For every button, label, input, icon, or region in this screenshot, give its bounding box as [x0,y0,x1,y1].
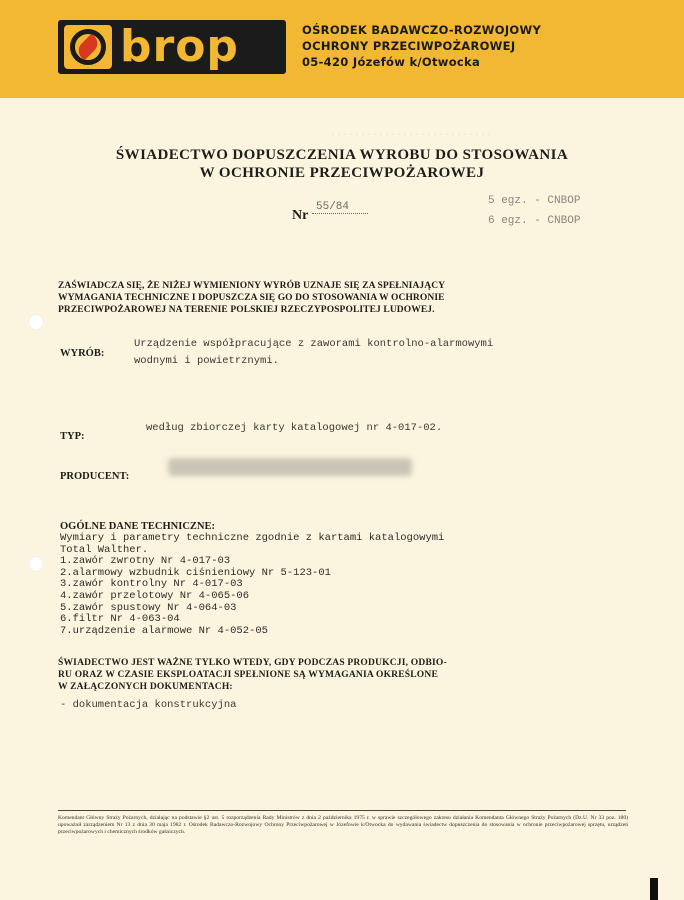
validity-statement [58,657,618,693]
letterhead-band [0,0,684,98]
certification-statement [58,280,618,316]
tech-item: 7.urządzenie alarmowe Nr 4-052-05 [60,624,268,637]
tech-item: 6.filtr Nr 4-063-04 [60,613,180,626]
tech-item: 2.alarmowy wzbudnik ciśnieniowy Nr 5-123-01 [60,566,331,579]
product-label: WYRÓB: [60,348,105,359]
cert-line-2: WYMAGANIA TECHNICZNE I DOPUSZCZA SIĘ GO DO STOSOWANIA W OCHRONIE [58,293,445,303]
producer-redacted [168,458,412,476]
flame-emblem-icon [64,25,112,69]
title-line-1: ŚWIADECTWO DOPUSZCZENIA WYROBU DO STOSOWANIA [115,147,569,163]
product-description [134,336,493,370]
validity-line-3: W ZAŁĄCZONYCH DOKUMENTACH: [58,682,233,692]
title-line-2: W OCHRONIE PRZECIWPOŻAROWEJ [199,165,485,181]
punch-hole [28,556,44,572]
org-line-2: OCHRONY PRZECIWPOŻAROWEJ [302,39,516,53]
product-line-1: Urządzenie współpracujące z zaworami kontrolno-alarmowymi [134,338,494,350]
certificate-number: 55/84 [312,201,368,214]
product-line-2: wodnymi i powietrznymi. [134,355,279,367]
technical-list [60,533,444,637]
validity-line-1: ŚWIADECTWO JEST WAŻNE TYLKO WTEDY, GDY PODCZAS PRODUKCJI, ODBIO- [58,658,447,668]
org-line-3: 05-420 Józefów k/Otwocka [302,55,481,69]
logo-wordmark: brop [120,21,239,72]
number-label: Nr [292,208,309,223]
validity-line-2: RU ORAZ W CZASIE EKSPLOATACJI SPEŁNIONE SĄ WYMAGANIA OKREŚLONE [58,670,438,680]
type-label: TYP: [60,431,85,442]
tech-item: 4.zawór przelotowy Nr 4-065-06 [60,589,250,602]
tech-item: 5.zawór spustowy Nr 4-064-03 [60,601,237,614]
producer-label: PRODUCENT: [60,471,130,482]
tech-intro-1: Wymiary i parametry techniczne zgodnie z kartami katalogowymi [60,532,445,544]
org-line-1: OŚRODEK BADAWCZO-ROZWOJOWY [302,23,542,37]
tech-intro-2: Total Walther. [60,543,149,556]
copies-distribution [488,191,580,231]
copies-line-1: 5 egz. - CNBOP [488,195,581,207]
documents-list: - dokumentacja konstrukcyjna [60,699,237,711]
bleed-through-text: ........................... [330,128,493,139]
legal-footnote: Komendant Główny Straży Pożarnych, działając na podstawie §2 ust. 5 rozporządzenia Rady Ministrów z dnia 2 października 1975 r. w sprawie szczegółowego zakresu działania Komendanta Głównego Straży Pożarnych (Dz.U. Nr 33 poz. 180) upoważnił zarządzeniem Nr 13 z dnia 30 maja 1982 r. Ośrodek Badawczo-Rozwojowy Ochrony Przeciwpożarowej w Józefowie k/Otwocka do wydawania świadectw dopuszczenia do stosowania w ochronie przeciwpożarowej sprzętu, urządzeń przeciwpożarowych i chemicznych środków gaśniczych. [58,815,628,835]
tech-item: 3.zawór kontrolny Nr 4-017-03 [60,578,243,591]
tech-item: 1.zawór zwrotny Nr 4-017-03 [60,555,231,568]
cnbop-logo [58,20,286,74]
technical-heading: OGÓLNE DANE TECHNICZNE: [60,521,215,532]
footer-divider [58,810,626,811]
punch-hole [28,314,44,330]
type-value: według zbiorczej karty katalogowej nr 4-017-02. [146,422,443,434]
document-title [40,146,644,182]
organization-address [302,22,642,70]
copies-line-2: 6 egz. - CNBOP [488,215,581,227]
cert-line-3: PRZECIWPOŻAROWEJ NA TERENIE POLSKIEJ RZECZYPOSPOLITEJ LUDOWEJ. [58,305,435,315]
cert-line-1: ZAŚWIADCZA SIĘ, ŻE NIŻEJ WYMIENIONY WYRÓB UZNAJE SIĘ ZA SPEŁNIAJĄCY [58,281,446,291]
scan-edge [650,878,658,900]
